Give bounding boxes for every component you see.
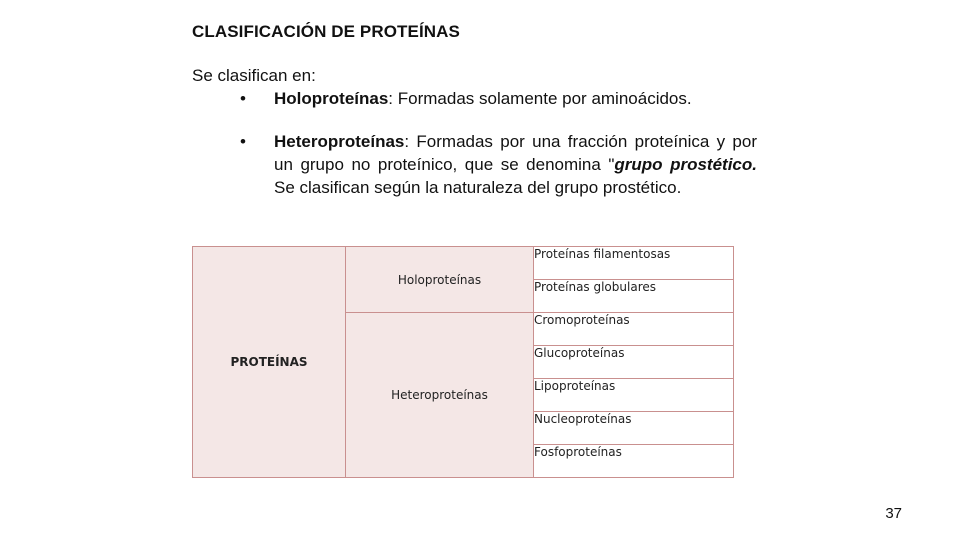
table-leaf-cell: Lipoproteínas xyxy=(534,379,734,412)
bullet-text xyxy=(274,130,757,199)
bullet-text xyxy=(274,87,757,110)
table-group-cell: Holoproteínas xyxy=(346,247,534,313)
table-leaf-cell: Proteínas filamentosas xyxy=(534,247,734,280)
bullet-term: Heteroproteínas xyxy=(274,132,405,151)
table-leaf-cell: Nucleoproteínas xyxy=(534,412,734,445)
bullet-description: : Formadas solamente por aminoácidos. xyxy=(388,89,692,108)
page-number: 37 xyxy=(885,505,902,522)
bullet-term: Holoproteínas xyxy=(274,89,389,108)
bullet-marker: • xyxy=(240,89,246,108)
table-leaf-cell: Cromoproteínas xyxy=(534,313,734,346)
bullet-marker: • xyxy=(240,132,246,151)
table-group-cell: Heteroproteínas xyxy=(346,313,534,478)
intro-text: Se clasifican en: xyxy=(192,66,316,85)
classification-table xyxy=(192,246,734,478)
table-leaf-cell: Fosfoproteínas xyxy=(534,445,734,478)
table-leaf-cell: Proteínas globulares xyxy=(534,280,734,313)
page-title: CLASIFICACIÓN DE PROTEÍNAS xyxy=(192,22,461,41)
table-leaf-cell: Glucoproteínas xyxy=(534,346,734,379)
bullet-emphasis: grupo prostético. xyxy=(614,155,757,174)
table-root-cell: PROTEÍNAS xyxy=(193,247,346,478)
bullet-description: : Formadas por una fracción proteínica y por un grupo no proteínico, que se denomina " xyxy=(274,132,757,174)
bullet-description-end: Se clasifican según la naturaleza del grupo prostético. xyxy=(274,178,682,197)
